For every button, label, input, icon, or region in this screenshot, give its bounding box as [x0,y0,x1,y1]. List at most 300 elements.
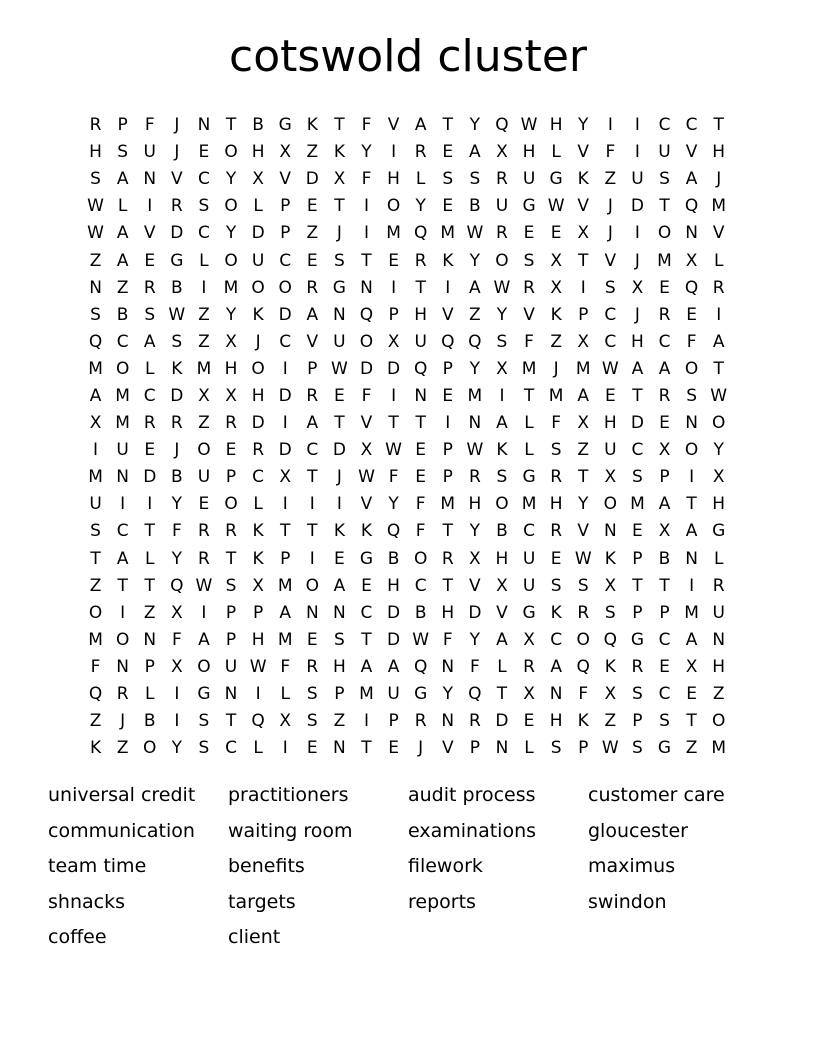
grid-letter: K [550,602,562,623]
grid-letter: E [415,467,427,488]
grid-letter: L [199,250,209,271]
grid-letter: L [253,494,263,515]
grid-letter: P [252,602,264,623]
grid-letter: R [170,413,183,434]
grid-letter: W [195,575,213,596]
grid-letter: S [225,575,237,596]
grid-letter: R [198,521,210,542]
grid-letter: Y [578,494,589,515]
grid-letter: R [631,656,644,677]
grid-letter: V [441,738,454,759]
grid-letter: Z [198,413,210,434]
grid-letter: R [306,277,319,298]
grid-letter: T [442,521,453,542]
grid-letter: M [711,196,727,217]
grid-letter: T [686,494,697,515]
grid-letter: S [550,575,562,596]
word-list-item: reports [408,890,476,913]
grid-letter: I [255,684,261,705]
grid-letter: F [605,142,616,163]
grid-letter: D [305,169,319,190]
grid-letter: X [496,358,508,379]
grid-letter: H [441,602,455,623]
grid-letter: N [333,602,346,623]
grid-letter: P [117,115,128,136]
grid-letter: L [551,142,561,163]
grid-letter: X [252,575,264,596]
grid-letter: S [90,304,101,325]
grid-letter: V [604,250,617,271]
grid-letter: T [334,413,345,434]
grid-letter: U [89,494,102,515]
grid-letter: M [196,358,212,379]
grid-letter: L [713,548,724,569]
grid-letter: M [575,358,591,379]
grid-letter: M [657,250,672,271]
word-list-item: swindon [588,890,667,913]
grid-letter: B [496,521,508,542]
grid-letter: V [441,304,454,325]
grid-letter: A [116,169,129,190]
grid-letter: N [224,684,238,705]
word-list-column [48,778,228,956]
word-list-item: examinations [408,819,537,842]
grid-letter: S [604,277,616,298]
grid-letter: E [306,196,318,217]
grid-letter: A [143,331,156,352]
grid-letter: E [198,494,210,515]
grid-letter: I [363,711,369,732]
grid-letter: C [604,331,617,352]
grid-letter: J [255,331,261,352]
grid-letter: E [659,413,670,434]
grid-letter: A [116,250,129,271]
grid-letter: G [522,602,536,623]
grid-letter: A [577,385,590,406]
grid-letter: S [632,738,643,759]
grid-letter: I [634,142,640,163]
grid-letter: P [442,440,453,461]
grid-letter: M [277,629,293,650]
grid-letter: Z [469,304,481,325]
grid-letter: T [361,738,372,759]
grid-letter: I [580,277,586,298]
grid-letter: Y [713,440,724,461]
grid-letter: A [685,169,698,190]
grid-letter: X [89,413,102,434]
grid-letter: C [225,738,237,759]
grid-letter: F [361,385,372,406]
grid-letter: X [469,548,481,569]
grid-letter: N [143,629,157,650]
grid-letter: Y [171,548,183,569]
grid-letter: T [361,250,372,271]
grid-letter: J [418,738,424,759]
grid-letter: X [577,331,590,352]
grid-letter: X [496,142,508,163]
grid-letter: R [225,521,237,542]
grid-letter: E [550,223,562,244]
grid-letter: Z [333,711,346,732]
grid-letter: V [279,169,292,190]
grid-letter: C [116,521,129,542]
grid-letter: Q [413,656,428,677]
grid-letter: H [224,358,238,379]
grid-letter: A [496,413,508,434]
grid-letter: Y [469,250,481,271]
puzzle-title: cotswold cluster [229,31,587,82]
grid-letter: I [201,602,207,623]
grid-letter: V [360,413,373,434]
grid-letter: P [307,358,318,379]
grid-letter: E [523,711,535,732]
grid-letter: X [279,711,292,732]
grid-letter: U [495,196,509,217]
grid-letter: O [251,277,265,298]
grid-letter: J [634,304,640,325]
grid-letter: I [445,413,451,434]
grid-letter: H [549,115,563,136]
grid-letter: Y [171,494,183,515]
grid-letter: E [550,548,562,569]
grid-letter: Z [89,250,102,271]
grid-letter: J [553,358,559,379]
grid-letter: I [309,548,315,569]
grid-letter: C [197,169,210,190]
grid-letter: V [496,602,508,623]
grid-letter: L [524,440,534,461]
grid-letter: K [171,358,183,379]
grid-letter: I [391,277,397,298]
grid-letter: C [604,304,617,325]
grid-letter: E [144,250,156,271]
grid-letter: B [414,602,427,623]
grid-letter: X [577,413,590,434]
grid-letter: G [332,277,346,298]
grid-letter: W [520,115,538,136]
grid-letter: X [523,684,535,705]
grid-letter: V [577,196,590,217]
grid-letter: F [415,494,426,515]
grid-letter: R [414,142,427,163]
grid-letter: V [143,223,156,244]
grid-letter: M [711,738,727,759]
grid-letter: J [120,711,126,732]
grid-letter: U [414,331,427,352]
grid-letter: C [143,385,156,406]
grid-letter: N [468,413,482,434]
grid-letter: S [306,711,318,732]
grid-letter: W [710,385,728,406]
grid-letter: X [252,169,264,190]
grid-letter: A [414,115,427,136]
grid-letter: R [225,413,237,434]
grid-letter: O [197,656,211,677]
grid-letter: Z [143,602,156,623]
grid-letter: I [147,196,153,217]
grid-letter: Y [225,169,237,190]
grid-letter: Q [413,223,428,244]
grid-letter: I [201,277,207,298]
grid-letter: H [631,331,644,352]
grid-letter: Z [89,711,102,732]
grid-letter: R [523,656,535,677]
grid-letter: T [713,115,724,136]
grid-letter: D [332,440,346,461]
grid-letter: B [170,277,183,298]
grid-letter: F [415,521,426,542]
grid-letter: D [630,413,644,434]
grid-letter: F [388,467,399,488]
grid-letter: F [578,684,589,705]
grid-letter: N [333,738,346,759]
grid-letter: I [120,494,126,515]
word-list-item: benefits [228,855,305,877]
grid-letter: C [658,115,671,136]
grid-letter: D [170,385,184,406]
grid-letter: R [143,277,156,298]
grid-letter: Z [604,169,617,190]
grid-letter: I [147,494,153,515]
grid-letter: S [333,250,345,271]
grid-letter: I [607,115,613,136]
grid-letter: C [306,440,319,461]
grid-letter: Q [251,711,265,732]
word-list-column [588,778,768,956]
grid-letter: J [336,467,342,488]
grid-letter: K [604,548,616,569]
word-search-grid [82,112,732,762]
grid-letter: J [174,115,180,136]
grid-letter: G [712,521,726,542]
grid-letter: N [197,115,211,136]
grid-letter: T [334,196,345,217]
grid-letter: Q [88,684,103,705]
grid-letter: E [686,304,697,325]
grid-letter: W [466,440,484,461]
grid-letter: K [252,521,264,542]
grid-letter: Y [415,196,426,217]
grid-letter: V [712,223,725,244]
grid-letter: I [93,440,99,461]
grid-letter: O [224,494,238,515]
grid-letter: S [469,169,481,190]
grid-letter: U [143,142,156,163]
grid-letter: I [120,602,126,623]
grid-letter: I [282,413,288,434]
grid-letter: B [658,548,671,569]
grid-letter: O [684,440,699,461]
grid-letter: E [225,440,237,461]
grid-letter: Z [198,304,210,325]
grid-letter: L [713,250,724,271]
grid-letter: N [685,413,698,434]
grid-letter: Z [306,142,319,163]
grid-letter: T [578,250,589,271]
grid-letter: W [466,223,484,244]
grid-letter: O [413,548,428,569]
grid-letter: X [604,467,617,488]
grid-letter: S [632,467,643,488]
grid-letter: T [225,711,237,732]
grid-letter: X [279,142,292,163]
grid-letter: F [469,656,480,677]
grid-letter: L [415,169,426,190]
grid-letter: X [225,331,237,352]
grid-letter: W [385,440,402,461]
grid-letter: N [603,521,617,542]
grid-letter: E [388,738,399,759]
grid-letter: X [658,521,671,542]
grid-letter: I [391,142,397,163]
word-list-item: maximus [588,855,676,877]
grid-letter: I [445,277,451,298]
grid-letter: S [659,169,670,190]
grid-letter: F [442,629,453,650]
grid-letter: P [469,738,480,759]
word-list-item: universal credit [48,784,196,806]
grid-letter: E [144,440,156,461]
grid-letter: W [547,196,565,217]
grid-letter: R [170,196,183,217]
grid-letter: U [522,575,536,596]
grid-letter: E [442,196,454,217]
word-list-item: customer care [588,784,725,806]
grid-letter: C [685,115,698,136]
grid-letter: L [524,413,534,434]
grid-letter: T [496,684,508,705]
grid-letter: O [115,629,130,650]
grid-letter: F [90,656,101,677]
grid-letter: V [577,521,590,542]
grid-letter: P [225,467,237,488]
grid-letter: A [89,385,102,406]
grid-letter: N [685,548,698,569]
grid-letter: E [686,684,697,705]
grid-letter: W [249,656,267,677]
grid-letter: C [197,223,210,244]
grid-letter: O [495,494,509,515]
grid-letter: Z [116,738,129,759]
grid-letter: R [550,521,563,542]
grid-letter: H [414,304,428,325]
grid-letter: P [144,656,155,677]
grid-letter: K [252,304,264,325]
grid-letter: N [712,629,726,650]
grid-letter: A [469,142,481,163]
grid-letter: Y [578,115,589,136]
grid-letter: H [387,575,400,596]
grid-letter: O [278,277,292,298]
grid-letter: E [659,277,670,298]
grid-letter: J [174,142,180,163]
grid-letter: D [387,629,401,650]
grid-letter: K [333,142,345,163]
grid-letter: C [658,629,671,650]
grid-letter: E [388,250,399,271]
grid-letter: W [412,629,430,650]
grid-letter: F [171,521,182,542]
grid-letter: S [144,304,156,325]
grid-letter: V [360,494,373,515]
grid-letter: J [716,169,722,190]
grid-letter: H [603,413,617,434]
grid-letter: N [116,656,129,677]
grid-letter: G [522,196,536,217]
grid-letter: R [306,385,319,406]
word-list-item: filework [408,855,483,877]
grid-letter: P [225,602,237,623]
grid-letter: P [280,548,291,569]
grid-letter: Y [496,304,508,325]
grid-letter: S [577,575,589,596]
grid-letter: L [524,738,534,759]
grid-letter: G [359,548,374,569]
grid-letter: Y [361,142,372,163]
grid-letter: C [658,684,671,705]
grid-letter: R [252,440,265,461]
grid-letter: X [604,575,617,596]
grid-letter: W [601,738,619,759]
grid-letter: K [306,115,318,136]
grid-letter: R [414,711,427,732]
grid-letter: O [386,196,401,217]
grid-letter: T [632,385,643,406]
grid-letter: S [90,169,101,190]
grid-letter: E [632,521,643,542]
grid-letter: G [630,629,645,650]
grid-letter: G [278,115,292,136]
grid-letter: D [278,304,292,325]
grid-letter: O [657,223,672,244]
grid-letter: Z [577,440,590,461]
grid-letter: H [712,142,726,163]
grid-letter: F [144,115,155,136]
grid-letter: C [631,440,644,461]
grid-letter: P [280,223,291,244]
grid-letter: X [171,602,183,623]
grid-letter: P [632,711,643,732]
grid-letter: R [712,575,725,596]
grid-letter: D [278,385,292,406]
grid-letter: M [467,385,483,406]
grid-letter: R [306,656,319,677]
grid-letter: K [252,548,264,569]
grid-letter: T [225,548,237,569]
grid-letter: T [415,413,426,434]
grid-letter: H [387,169,400,190]
grid-letter: H [251,142,265,163]
grid-letter: H [712,656,726,677]
grid-letter: T [415,277,426,298]
grid-letter: P [578,738,589,759]
grid-letter: I [309,494,315,515]
grid-letter: C [360,602,373,623]
grid-letter: P [632,602,643,623]
grid-letter: B [170,467,183,488]
grid-letter: S [632,684,643,705]
grid-letter: H [89,142,102,163]
grid-letter: J [634,250,640,271]
grid-letter: Y [171,738,183,759]
grid-letter: Z [116,277,129,298]
grid-letter: S [198,196,210,217]
grid-letter: M [521,358,537,379]
grid-letter: X [550,277,562,298]
grid-letter: V [685,142,698,163]
grid-letter: E [334,548,345,569]
grid-letter: O [224,250,238,271]
